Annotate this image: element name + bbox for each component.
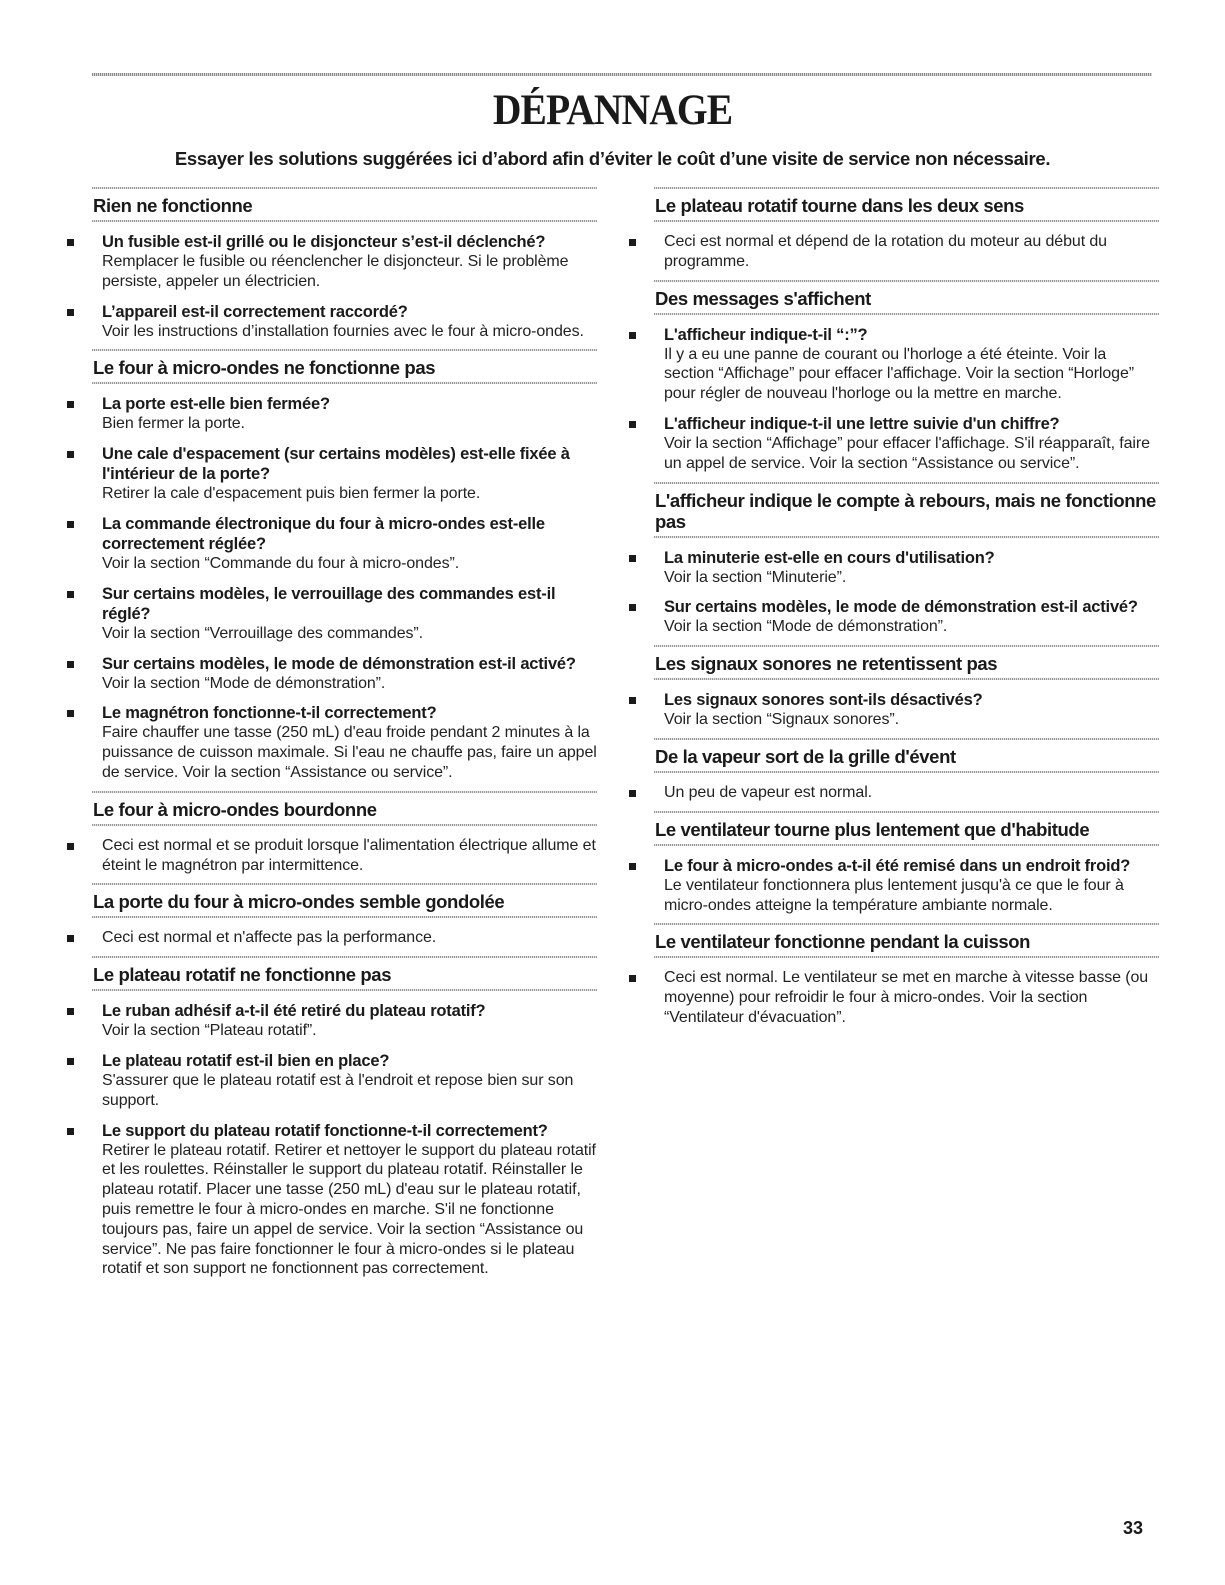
solution-list: [626, 690, 1159, 730]
solution-list: [64, 232, 597, 341]
list-item: [64, 836, 597, 876]
question-text: L'afficheur indique-t-il une lettre suivie d'un chiffre?: [664, 414, 1060, 433]
answer-text: Ceci est normal et se produit lorsque l'alimentation électrique allume et éteint le magnétron par intermittence.: [102, 836, 596, 874]
answer-text: Voir les instructions d’installation fournies avec le four à micro-ondes.: [102, 322, 584, 340]
troubleshooting-section: [626, 482, 1159, 638]
troubleshooting-section: [64, 791, 597, 876]
solution-list: [64, 836, 597, 876]
right-column: [626, 187, 1159, 1036]
section-header: [626, 187, 1159, 222]
answer-text: Voir la section “Plateau rotatif”.: [102, 1022, 317, 1040]
troubleshooting-section: [64, 187, 597, 341]
list-item: [64, 302, 597, 342]
answer-text: Le ventilateur fonctionnera plus lentement jusqu'à ce que le four à micro-ondes atteigne la température ambiante normale.: [664, 876, 1124, 914]
section-heading: Les signaux sonores ne retentissent pas: [655, 653, 998, 675]
page-title: DÉPANNAGE: [492, 87, 733, 134]
section-heading: De la vapeur sort de la grille d'évent: [655, 745, 956, 767]
answer-text: Faire chauffer une tasse (250 mL) d'eau froide pendant 2 minutes à la puissance de cuisson maximale. Si l'eau ne chauffe pas, faire un appel de service. Voir la section “Assistance ou service”.: [102, 724, 597, 781]
answer-text: Retirer la cale d'espacement puis bien fermer la porte.: [102, 485, 481, 503]
list-item: [64, 1051, 597, 1111]
question-text: La minuterie est-elle en cours d'utilisation?: [664, 548, 995, 567]
question-text: Le support du plateau rotatif fonctionne-t-il correctement?: [102, 1121, 548, 1140]
list-item: [626, 232, 1159, 272]
list-item: [626, 856, 1159, 916]
list-item: [626, 690, 1159, 730]
question-text: Sur certains modèles, le mode de démonstration est-il activé?: [102, 654, 576, 673]
section-header: [626, 738, 1159, 773]
solution-list: [626, 232, 1159, 272]
page-number: 33: [1122, 1518, 1143, 1538]
list-item: [64, 654, 597, 694]
section-header: [64, 956, 597, 991]
answer-text: Ceci est normal et dépend de la rotation du moteur au début du programme.: [664, 233, 1107, 270]
question-text: Un fusible est-il grillé ou le disjoncteur s’est-il déclenché?: [102, 233, 546, 251]
question-text: La commande électronique du four à micro-ondes est-elle correctement réglée?: [102, 514, 545, 553]
question-text: Le magnétron fonctionne-t-il correctement?: [102, 704, 437, 723]
question-text: La porte est-elle bien fermée?: [102, 395, 330, 414]
section-header: [626, 923, 1159, 958]
answer-text: S'assurer que le plateau rotatif est à l'endroit et repose bien sur son support.: [102, 1071, 574, 1109]
question-text: L’appareil est-il correctement raccordé?: [102, 302, 408, 321]
section-heading: Le four à micro-ondes bourdonne: [93, 798, 377, 820]
list-item: [64, 1121, 597, 1280]
section-header: [64, 883, 597, 918]
question-text: Sur certains modèles, le verrouillage des commandes est-il réglé?: [102, 584, 556, 623]
list-item: [64, 584, 597, 644]
solution-list: [64, 1001, 597, 1279]
solution-list: [626, 325, 1159, 474]
section-header: [626, 811, 1159, 846]
troubleshooting-section: [64, 956, 597, 1279]
answer-text: Retirer le plateau rotatif. Retirer et nettoyer le support du plateau rotatif et les roulettes. Réinstaller le support du plateau rotatif. Réinstaller le plateau rotatif. Placer une tasse (250 mL) d'eau sur le plateau rotatif, puis remettre le four à micro-ondes en marche. S'il ne fonctionne toujours pas, faire un appel de service. Voir la section “Assistance ou service”. Ne pas faire fonctionner le four à micro-ondes si le plateau rotatif et son support ne fonctionnent pas correctement.: [102, 1141, 596, 1278]
section-heading: La porte du four à micro-ondes semble gondolée: [93, 891, 505, 913]
answer-text: Ceci est normal et n'affecte pas la performance.: [102, 929, 437, 947]
section-heading: Le plateau rotatif ne fonctionne pas: [93, 964, 392, 986]
list-item: [64, 703, 597, 782]
section-heading: Le plateau rotatif tourne dans les deux sens: [655, 195, 1024, 216]
solution-list: [626, 968, 1159, 1027]
troubleshooting-section: [626, 923, 1159, 1027]
section-heading: Le ventilateur tourne plus lentement que d'habitude: [655, 818, 1090, 840]
top-rule: [92, 73, 1152, 76]
list-item: [64, 514, 597, 574]
question-text: Une cale d'espacement (sur certains modèles) est-elle fixée à l'intérieur de la porte?: [102, 445, 570, 484]
solution-list: [626, 856, 1159, 916]
section-header: [626, 482, 1159, 538]
troubleshooting-section: [64, 883, 597, 948]
list-item: [626, 968, 1159, 1027]
question-text: Sur certains modèles, le mode de démonstration est-il activé?: [664, 598, 1138, 617]
answer-text: Voir la section “Minuterie”.: [664, 568, 847, 586]
solution-list: [626, 548, 1159, 638]
answer-text: Voir la section “Signaux sonores”.: [664, 711, 899, 729]
left-column: [64, 187, 597, 1287]
list-item: [64, 928, 597, 948]
section-heading: L'afficheur indique le compte à rebours, mais ne fonctionne pas: [655, 489, 1156, 532]
troubleshooting-section: [626, 280, 1159, 474]
section-header: [626, 645, 1159, 680]
answer-text: Voir la section “Commande du four à micro-ondes”.: [102, 554, 460, 572]
solution-list: [626, 783, 1159, 803]
section-heading: Le four à micro-ondes ne fonctionne pas: [93, 357, 436, 379]
list-item: [626, 325, 1159, 404]
list-item: [64, 444, 597, 504]
answer-text: Voir la section “Mode de démonstration”.: [102, 674, 386, 692]
answer-text: Voir la section “Verrouillage des commandes”.: [102, 624, 423, 642]
list-item: [64, 1001, 597, 1041]
question-text: Le plateau rotatif est-il bien en place?: [102, 1051, 390, 1070]
answer-text: Voir la section “Affichage” pour effacer l'affichage. S'il réapparaît, faire un appel de service. Voir la section “Assistance ou service”.: [664, 434, 1150, 472]
answer-text: Un peu de vapeur est normal.: [664, 783, 872, 801]
section-header: [64, 187, 597, 222]
answer-text: Il y a eu une panne de courant ou l'horloge a été éteinte. Voir la section “Affichage” pour effacer l'affichage. Voir la section “Horloge” pour régler de nouveau l'horloge ou la mettre en marche.: [664, 345, 1134, 403]
answer-text: Bien fermer la porte.: [102, 415, 245, 433]
answer-text: Remplacer le fusible ou réenclencher le disjoncteur. Si le problème persiste, appeler un électricien.: [102, 253, 569, 290]
solution-list: [64, 928, 597, 948]
troubleshooting-section: [626, 645, 1159, 730]
section-header: [626, 280, 1159, 315]
question-text: Le four à micro-ondes a-t-il été remisé dans un endroit froid?: [664, 856, 1131, 875]
solution-list: [64, 394, 597, 782]
troubleshooting-section: [626, 811, 1159, 916]
section-header: [64, 349, 597, 384]
page-subtitle: Essayer les solutions suggérées ici d’abord afin d’éviter le coût d’une visite de service non nécessaire.: [174, 148, 1051, 169]
troubleshooting-section: [626, 187, 1159, 272]
section-heading: Rien ne fonctionne: [93, 195, 253, 216]
list-item: [626, 414, 1159, 474]
list-item: [626, 783, 1159, 803]
list-item: [626, 597, 1159, 637]
answer-text: Ceci est normal. Le ventilateur se met en marche à vitesse basse (ou moyenne) pour refroidir le four à micro-ondes. Voir la section “Ventilateur d'évacuation”.: [664, 969, 1149, 1026]
section-header: [64, 791, 597, 826]
list-item: [626, 548, 1159, 588]
section-heading: Le ventilateur fonctionne pendant la cuisson: [655, 931, 1031, 953]
list-item: [64, 232, 597, 292]
question-text: Le ruban adhésif a-t-il été retiré du plateau rotatif?: [102, 1002, 486, 1021]
list-item: [64, 394, 597, 434]
section-heading: Des messages s'affichent: [655, 287, 871, 309]
troubleshooting-section: [626, 738, 1159, 803]
question-text: L'afficheur indique-t-il “:”?: [664, 325, 868, 344]
troubleshooting-section: [64, 349, 597, 782]
answer-text: Voir la section “Mode de démonstration”.: [664, 618, 948, 636]
question-text: Les signaux sonores sont-ils désactivés?: [664, 691, 983, 710]
